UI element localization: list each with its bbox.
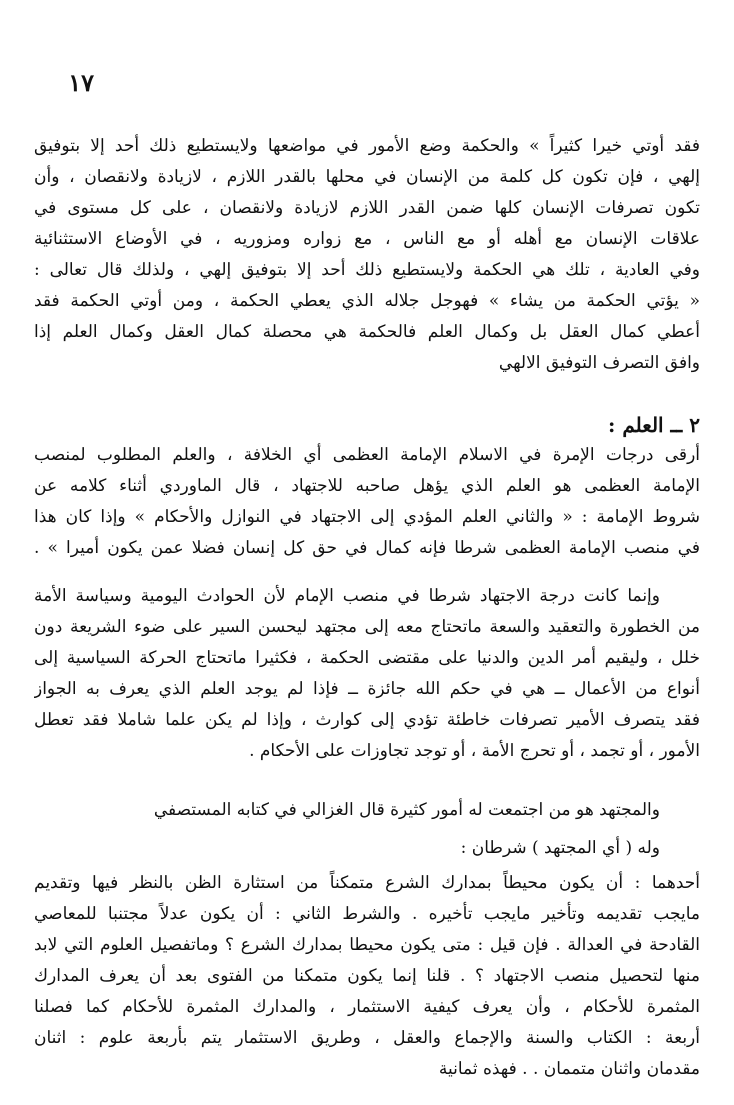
- text-line: أربعة : الكتاب والسنة والإجماع والعقل ، وطريق الاستثمار يتم بأربعة علوم : اثنان: [34, 1028, 700, 1048]
- section-heading-knowledge: ٢ ــ العلم :: [608, 413, 700, 437]
- text-line: أرقى درجات الإمرة في الاسلام الإمامة العظمى أي الخلافة ، والعلم المطلوب لمنصب: [34, 445, 700, 465]
- text-line: « يؤتي الحكمة من يشاء » فهوجل جلاله الذي يعطي الحكمة ، ومن أوتي الحكمة فقد: [34, 291, 700, 311]
- paragraph-imamate-knowledge: [34, 440, 700, 564]
- text-line: وافق التصرف التوفيق الالهي: [498, 353, 700, 373]
- paragraph-conditions-detail: [34, 868, 700, 1085]
- paragraph-wisdom: [34, 131, 700, 379]
- text-line: المثمرة للأحكام ، وأن يعرف كيفية الاستثمار ، والمدارك المثمرة للأحكام كما فصلنا: [34, 997, 700, 1017]
- text-line: القادحة في العدالة . فإن قيل : متى يكون محيطا بمدارك الشرع ؟ وماتفصيل العلوم التي لابد: [34, 935, 700, 955]
- text-line: منها لتحصيل منصب الاجتهاد ؟ . قلنا إنما يكون متمكنا من الفتوى بعد أن يعرف المدارك: [34, 966, 700, 986]
- text-line: وله ( أي المجتهد ) شرطان :: [460, 838, 660, 858]
- paragraph-two-conditions: [34, 833, 700, 864]
- text-line: تكون تصرفات الإنسان كلها ضمن القدر اللازم لازيادة ولانقصان ، على كل مستوى في: [34, 198, 700, 218]
- text-line: علاقات الإنسان مع أهله أو مع الناس ، مع زواره ومزوريه ، في الأوضاع الاستثنائية: [34, 229, 700, 249]
- text-line: فقد أوتي خيرا كثيراً » والحكمة وضع الأمور في مواضعها ولايستطيع ذلك أحد إلا بتوفيق: [34, 136, 700, 156]
- text-line: من الخطورة والتعقيد والسعة ماتحتاج معه إلى مجتهد ليحسن السير على ضوء الشريعة دون: [34, 617, 700, 637]
- text-line: أحدهما : أن يكون محيطاً بمدارك الشرع متمكناً من استثارة الظن بالنظر فيها وتقديم: [34, 873, 700, 893]
- text-line: خلل ، وليقيم أمر الدين والدنيا على مقتضى الحكمة ، فكثيرا ماتحتاج الحركة السياسية إلى: [34, 648, 700, 668]
- text-line: وفي العادية ، تلك هي الحكمة ولايستطيع ذلك أحد إلا بتوفيق إلهي ، ولذلك قال تعالى :: [34, 260, 700, 280]
- text-line: مايجب تقديمه وتأخير مايجب تأخيره . والشرط الثاني : أن يكون عدلاً مجتنبا للمعاصي: [34, 904, 700, 924]
- text-line: في منصب الإمامة العظمى شرطا فإنه كمال في حق كل إنسان فضلا عمن يكون أميرا » .: [34, 538, 700, 558]
- text-line: أعطي كمال العقل بل وكمال العلم فالحكمة هي محصلة كمال العقل وكمال العلم إذا: [34, 322, 700, 342]
- text-line: شروط الإمامة : « والثاني العلم المؤدي إلى الاجتهاد في النوازل والأحكام » وإذا كان هذا: [34, 507, 700, 527]
- text-line: وإنما كانت درجة الاجتهاد شرطا في منصب الإمام لأن الحوادث اليومية وسياسة الأمة: [34, 586, 660, 606]
- text-line: فقد يتصرف الأمير تصرفات خاطئة تؤدي إلى كوارث ، وإذا لم يكن علما شاملا فقد تعطل: [34, 710, 700, 730]
- text-line: والمجتهد هو من اجتمعت له أمور كثيرة قال الغزالي في كتابه المستصفي: [153, 800, 660, 820]
- page-number: ١٧: [68, 68, 94, 97]
- paragraph-mujtahid-definition: [34, 795, 700, 826]
- text-line: مقدمان واثنان متممان . . فهذه ثمانية: [438, 1059, 700, 1079]
- text-line: الإمامة العظمى هو العلم الذي يؤهل صاحبه للاجتهاد ، قال الماوردي أثناء كلامه عن: [34, 476, 700, 496]
- text-line: أنواع من الأعمال ــ هي في حكم الله جائزة ــ فإذا لم يوجد العلم الذي يعرف به الجواز: [34, 679, 700, 699]
- text-line: إلهي ، فإن تكون كل كلمة من الإنسان في محلها بالقدر اللازم ، لازيادة ولانقصان ، وأن: [34, 167, 700, 187]
- paragraph-ijtihad-condition: [34, 581, 700, 767]
- text-line: الأمور ، أو تجمد ، أو تحرج الأمة ، أو توجد تجاوزات على الأحكام .: [249, 741, 700, 761]
